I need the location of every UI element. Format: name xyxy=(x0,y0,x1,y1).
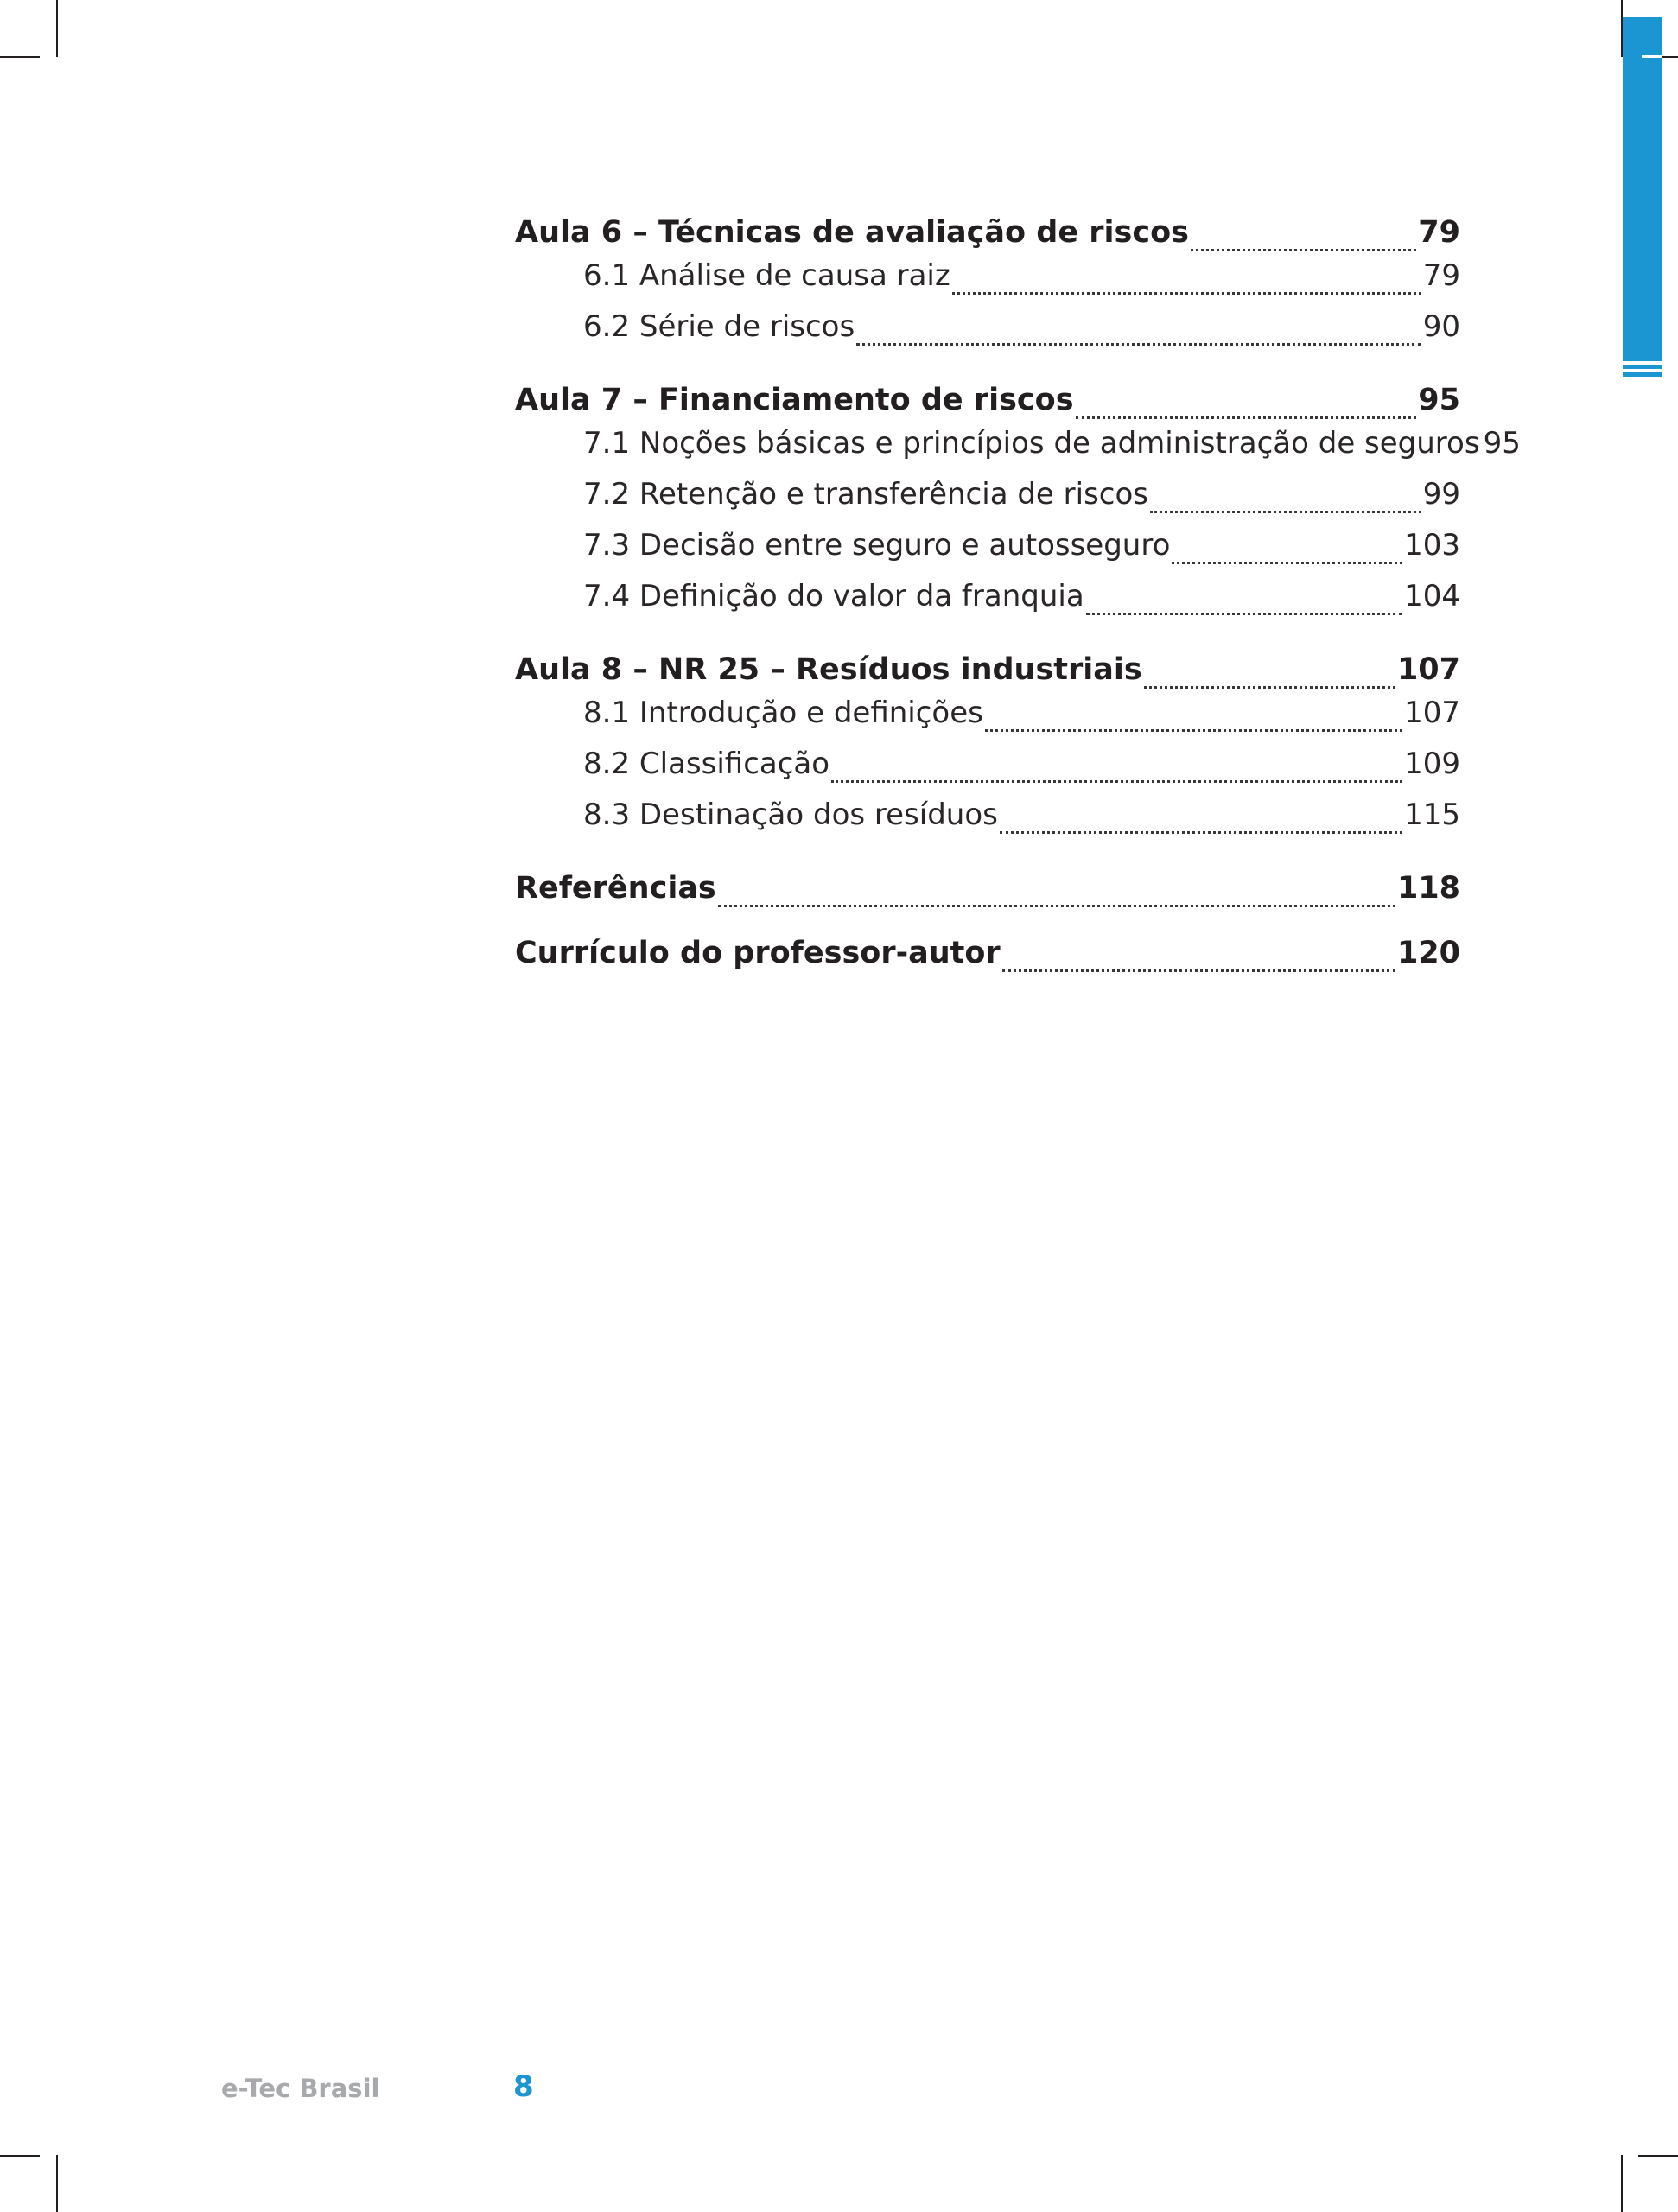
toc-entry-title: 8.2 Classificação xyxy=(583,747,830,781)
toc-entry-page: 95 xyxy=(1418,383,1460,417)
side-tab-underline-1 xyxy=(1623,365,1662,369)
toc-entry-page: 95 xyxy=(1483,426,1521,461)
toc-entry-title: 6.1 Análise de causa raiz xyxy=(583,258,950,293)
toc-entry[interactable] xyxy=(515,419,1521,467)
toc-entry-title: 8.3 Destinação dos resíduos xyxy=(583,798,998,832)
toc-entry[interactable] xyxy=(515,572,1460,620)
toc-entry[interactable] xyxy=(515,470,1460,518)
toc-entry-title: 7.1 Noções básicas e princípios de administração de seguros xyxy=(583,426,1480,461)
toc-entry-page: 107 xyxy=(1404,696,1460,730)
toc-entry-title: 6.2 Série de riscos xyxy=(583,309,855,344)
toc-entry-title: Aula 6 – Técnicas de avaliação de riscos xyxy=(515,215,1189,250)
toc-entry-page: 79 xyxy=(1422,258,1460,293)
toc-entry-page: 104 xyxy=(1404,579,1460,613)
dot-leader xyxy=(1076,404,1417,419)
toc-entry-page: 109 xyxy=(1404,747,1460,781)
toc-entry-page: 107 xyxy=(1396,652,1460,687)
dot-leader xyxy=(1086,601,1402,615)
crop-mark-bottom-left-vertical xyxy=(56,2155,58,2212)
toc-entry[interactable] xyxy=(515,689,1460,737)
side-color-tab xyxy=(1623,17,1662,361)
toc-entry[interactable] xyxy=(515,251,1460,300)
toc-entry[interactable] xyxy=(515,302,1460,351)
toc-entry-page: 115 xyxy=(1404,798,1460,832)
toc-entry-title: 8.1 Introdução e definições xyxy=(583,696,983,730)
toc-entry[interactable] xyxy=(515,645,1460,694)
toc-entry-title: Currículo do professor-autor xyxy=(515,936,1001,970)
dot-leader xyxy=(718,893,1395,907)
toc-entry-page: 103 xyxy=(1404,528,1460,563)
dot-leader xyxy=(1002,957,1395,972)
dot-leader xyxy=(1191,237,1416,251)
toc-entry[interactable] xyxy=(515,740,1460,788)
side-tab-underline-2 xyxy=(1623,372,1662,377)
toc-entry[interactable] xyxy=(515,376,1460,424)
dot-leader xyxy=(1000,819,1402,834)
toc-entry[interactable] xyxy=(515,791,1460,839)
toc-entry-title: Aula 8 – NR 25 – Resíduos industriais xyxy=(515,652,1142,687)
crop-mark-bottom-right-vertical xyxy=(1621,2155,1623,2212)
side-tab-notch xyxy=(1642,55,1662,58)
dot-leader xyxy=(985,717,1402,732)
footer-page-number: 8 xyxy=(513,2069,534,2104)
toc-entry[interactable] xyxy=(515,929,1460,977)
toc-entry-title: 7.4 Definição do valor da franquia xyxy=(583,579,1084,613)
crop-mark-top-left-horizontal xyxy=(0,56,40,58)
toc-entry-page: 118 xyxy=(1396,871,1460,906)
dot-leader xyxy=(952,280,1421,295)
toc-entry-page: 120 xyxy=(1396,936,1460,970)
dot-leader xyxy=(831,768,1402,783)
dot-leader xyxy=(1172,550,1402,564)
dot-leader xyxy=(1150,499,1421,513)
crop-mark-bottom-right-horizontal xyxy=(1638,2155,1678,2157)
toc-entry-title: 7.2 Retenção e transferência de riscos xyxy=(583,477,1148,512)
crop-mark-top-left-vertical xyxy=(56,0,58,57)
dot-leader xyxy=(1144,674,1395,689)
toc-entry[interactable] xyxy=(515,864,1460,912)
toc-entry[interactable] xyxy=(515,208,1460,257)
toc-entry[interactable] xyxy=(515,521,1460,569)
toc-entry-page: 79 xyxy=(1418,215,1460,250)
footer-brand: e-Tec Brasil xyxy=(221,2074,380,2103)
toc-entry-page: 99 xyxy=(1422,477,1460,512)
toc-entry-title: Aula 7 – Financiamento de riscos xyxy=(515,383,1074,417)
toc-entry-page: 90 xyxy=(1422,309,1460,344)
toc-entry-title: 7.3 Decisão entre seguro e autosseguro xyxy=(583,528,1171,563)
crop-mark-bottom-left-horizontal xyxy=(0,2155,40,2157)
toc-entry-title: Referências xyxy=(515,871,716,906)
dot-leader xyxy=(856,331,1421,346)
